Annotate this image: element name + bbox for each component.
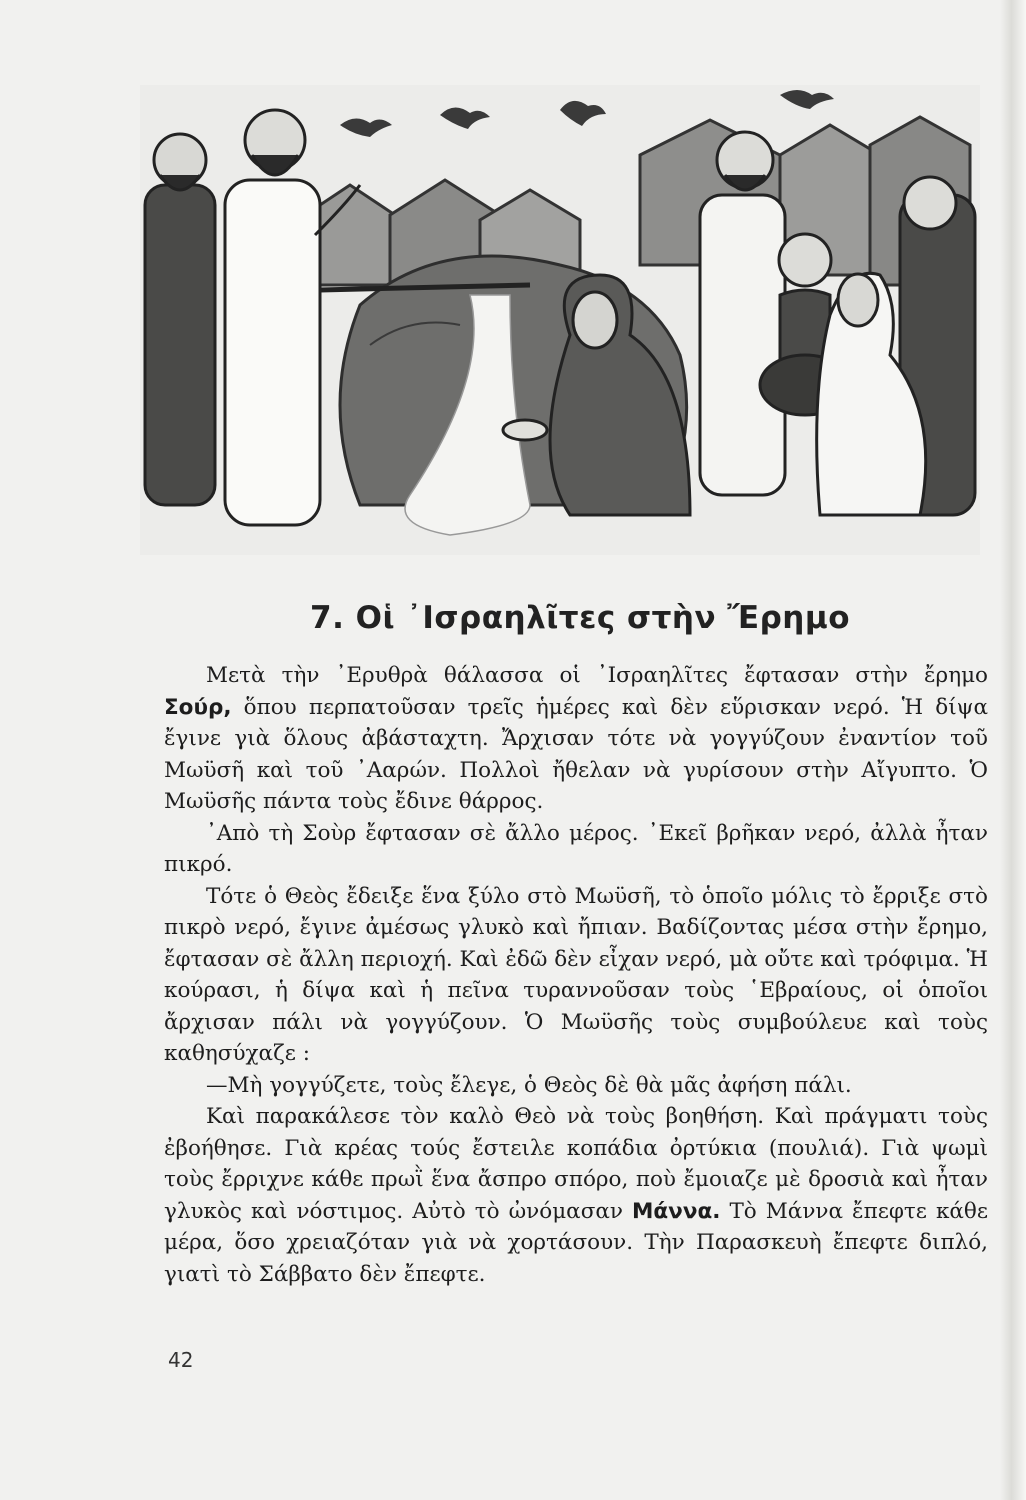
bible-scene-illustration-icon [140,85,980,555]
page-number: 42 [168,1348,194,1372]
paragraph-text: ὅπου περπατοῦσαν τρεῖς ἡμέρες καὶ δὲν εὕρισκαν νερό. Ἡ δίψα ἔγινε γιὰ ὅλους ἀβάσταχτη. Ἄρχισαν τότε νὰ γογγύζουν ἐναντίον τοῦ Μωϋσῆ καὶ τοῦ ᾿Ααρών. Πολλοὶ ἤθελαν νὰ γυρίσουν στὴν Αἴγυπτο. Ὁ Μωϋσῆς πάντα τοὺς ἔδινε θάρρος. [164,694,988,814]
paragraph-text: Τὸ Μάννα ἔπεφτε κάθε μέρα, ὅσο χρειαζόταν γιὰ νὰ χορτάσουν. Τὴν Παρασκευὴ ἔπεφτε διπλό, γιατὶ τὸ Σάββατο δὲν ἔπεφτε. [164,1198,989,1287]
paragraph-text: Καὶ παρακάλεσε τὸν καλὸ Θεὸ νὰ τοὺς βοηθήση. Καὶ πράγματι τοὺς ἐβοήθησε. Γιὰ κρέας τούς ἔστειλε κοπάδια ὀρτύκια (πουλιά). Γιὰ ψωμὶ τοὺς ἔρριχνε κάθε πρωῒ ἕνα ἄσπρο σπόρο, ποὺ ἔμοιαζε μὲ δροσιὰ καὶ ἦταν γλυκὸς καὶ νόστιμος. Αὐτὸ τὸ ὠνόμασαν [164,1104,988,1224]
chapter-body [164,660,988,1290]
place-name-bold: Σούρ, [164,694,232,720]
paragraph: Τότε ὁ Θεὸς ἔδειξε ἕνα ξύλο στὸ Μωϋσῆ, τὸ ὁποῖο μόλις τὸ ἔρριξε στὸ πικρὸ νερό, ἔγινε ἀμέσως γλυκὸ καὶ ἤπιαν. Βαδίζοντας μέσα στὴν ἔρημο, ἔφτασαν σὲ ἄλλη περιοχή. Καὶ ἐδῶ δὲν εἶχαν νερό, μὰ οὔτε καὶ τρόφιμα. Ἡ κούρασι, ἡ δίψα καὶ ἡ πεῖνα τυραννοῦσαν τοὺς ῾Εβραίους, οἱ ὁποῖοι ἄρχισαν πάλι νὰ γογγύζουν. Ὁ Μωϋσῆς τοὺς συμβούλευε καὶ τοὺς καθησύχαζε : [164,883,988,1066]
illustration [140,85,980,555]
page-binding-edge [1000,0,1026,1500]
paragraph: ᾿Απὸ τὴ Σοὺρ ἔφτασαν σὲ ἄλλο μέρος. ᾿Εκεῖ βρῆκαν νερό, ἀλλὰ ἦταν πικρό. [164,820,988,877]
chapter-title: 7. Οἱ ᾿Ισραηλῖτες στὴν Ἔρημο [310,600,850,636]
paragraph [164,1101,988,1290]
paragraph [164,660,988,818]
manna-term-bold: Μάννα. [632,1198,721,1224]
dialogue-line: —Μὴ γογγύζετε, τοὺς ἔλεγε, ὁ Θεὸς δὲ θὰ μᾶς ἀφήση πάλι. [206,1072,852,1098]
paragraph-text: Μετὰ τὴν ᾿Ερυθρὰ θάλασσα οἱ ᾿Ισραηλῖτες ἔφτασαν στὴν ἔρημο [206,663,988,688]
